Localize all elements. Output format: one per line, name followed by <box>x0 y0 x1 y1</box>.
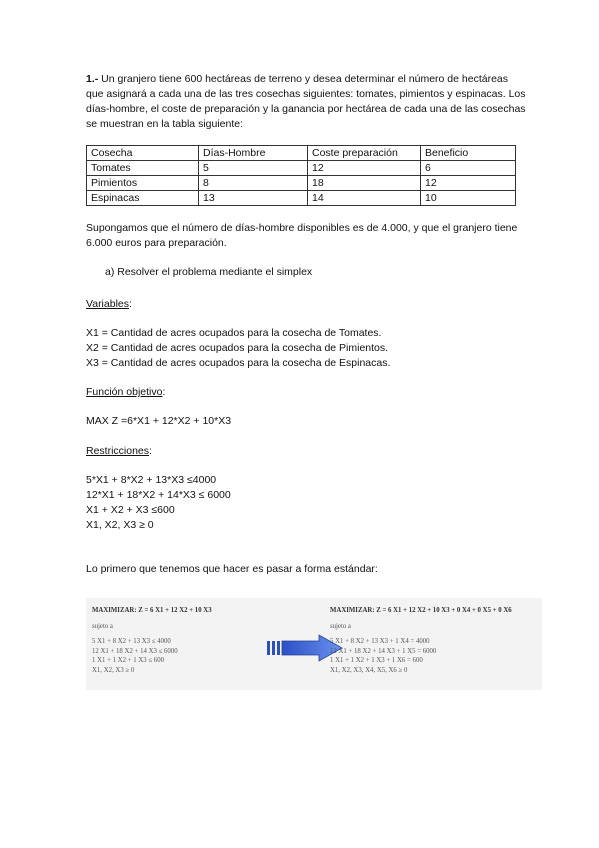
standard-constraint: 5 X1 + 8 X2 + 13 X3 + 1 X4 = 4000 <box>330 638 430 645</box>
variables-heading-label: Variables <box>86 298 129 310</box>
problem-text: Un granjero tiene 600 hectáreas de terreno y desea determinar el número de hectáreas que asignará a cada una de las tres cosechas siguientes: tomates, pimientos y espinacas. Los días-hombre, el coste de preparación y la ganancia por hectárea de cada una de las cosechas se muestran en la tabla siguiente: <box>86 73 526 130</box>
objective-expression: MAX Z =6*X1 + 12*X2 + 10*X3 <box>86 415 232 427</box>
table-cell: 8 <box>199 176 308 191</box>
original-subject: sujeto a <box>92 622 113 630</box>
standard-form-intro: Lo primero que tenemos que hacer es pasar a forma estándar: <box>86 563 378 575</box>
original-model <box>92 606 212 675</box>
variable-line: X2 = Cantidad de acres ocupados para la cosecha de Pimientos. <box>86 342 389 354</box>
table-cell: 12 <box>421 176 516 191</box>
constraint-line: 12*X1 + 18*X2 + 14*X3 ≤ 6000 <box>86 489 231 501</box>
table-row <box>87 176 516 191</box>
table-header-row <box>87 146 516 161</box>
table-header: Coste preparación <box>308 146 421 161</box>
table-header: Beneficio <box>421 146 516 161</box>
table-cell: 6 <box>421 161 516 176</box>
constraint-line: X1 + X2 + X3 ≤600 <box>86 504 175 516</box>
table-cell: Tomates <box>87 161 199 176</box>
constraint-line: 5*X1 + 8*X2 + 13*X3 ≤4000 <box>86 474 217 486</box>
standard-constraint: X1, X2, X3, X4, X5, X6 ≥ 0 <box>330 666 408 674</box>
original-constraint: 5 X1 + 8 X2 + 13 X3 ≤ 4000 <box>92 638 171 645</box>
table-header: Días-Hombre <box>199 146 308 161</box>
original-constraint: X1, X2, X3 ≥ 0 <box>92 666 135 674</box>
task-item: a) Resolver el problema mediante el simplex <box>105 266 313 278</box>
original-constraint: 12 X1 + 18 X2 + 14 X3 ≤ 6000 <box>92 647 178 655</box>
standard-form-image <box>86 598 542 690</box>
standard-constraint: 1 X1 + 1 X2 + 1 X3 + 1 X6 = 600 <box>330 657 423 664</box>
variable-line: X1 = Cantidad de acres ocupados para la cosecha de Tomates. <box>86 327 382 339</box>
constraints-heading-label: Restricciones <box>86 445 150 457</box>
standard-constraint: 12 X1 + 18 X2 + 14 X3 + 1 X5 = 6000 <box>330 647 437 655</box>
table-cell: 12 <box>308 161 421 176</box>
table-row <box>87 161 516 176</box>
constraints-heading: Restricciones: <box>86 445 152 457</box>
standard-objective: MAXIMIZAR: Z = 6 X1 + 12 X2 + 10 X3 + 0 X4 + 0 X5 + 0 X6 <box>330 607 512 614</box>
problem-statement <box>86 72 526 132</box>
standard-model <box>330 606 512 675</box>
variables-heading: Variables: <box>86 298 132 310</box>
table-cell: 5 <box>199 161 308 176</box>
table-cell: 10 <box>421 191 516 206</box>
problem-number: 1.- <box>86 73 99 85</box>
variable-line: X3 = Cantidad de acres ocupados para la cosecha de Espinacas. <box>86 357 391 369</box>
table-cell: 18 <box>308 176 421 191</box>
objective-heading-label: Función objetivo <box>86 386 163 398</box>
table-header: Cosecha <box>87 146 199 161</box>
original-objective: MAXIMIZAR: Z = 6 X1 + 12 X2 + 10 X3 <box>92 607 212 614</box>
constraint-line: X1, X2, X3 ≥ 0 <box>86 519 154 531</box>
original-constraint: 1 X1 + 1 X2 + 1 X3 ≤ 600 <box>92 657 165 664</box>
table-cell: Pimientos <box>87 176 199 191</box>
assumption-text: Supongamos que el número de días-hombre disponibles es de 4.000, y que el granjero tiene 6.000 euros para preparación. <box>86 222 518 249</box>
objective-heading: Función objetivo: <box>86 386 166 398</box>
table-row <box>87 191 516 206</box>
table-cell: Espinacas <box>87 191 199 206</box>
standard-subject: sujeto a <box>330 622 351 630</box>
table-cell: 13 <box>199 191 308 206</box>
table-cell: 14 <box>308 191 421 206</box>
crop-table <box>86 145 516 206</box>
